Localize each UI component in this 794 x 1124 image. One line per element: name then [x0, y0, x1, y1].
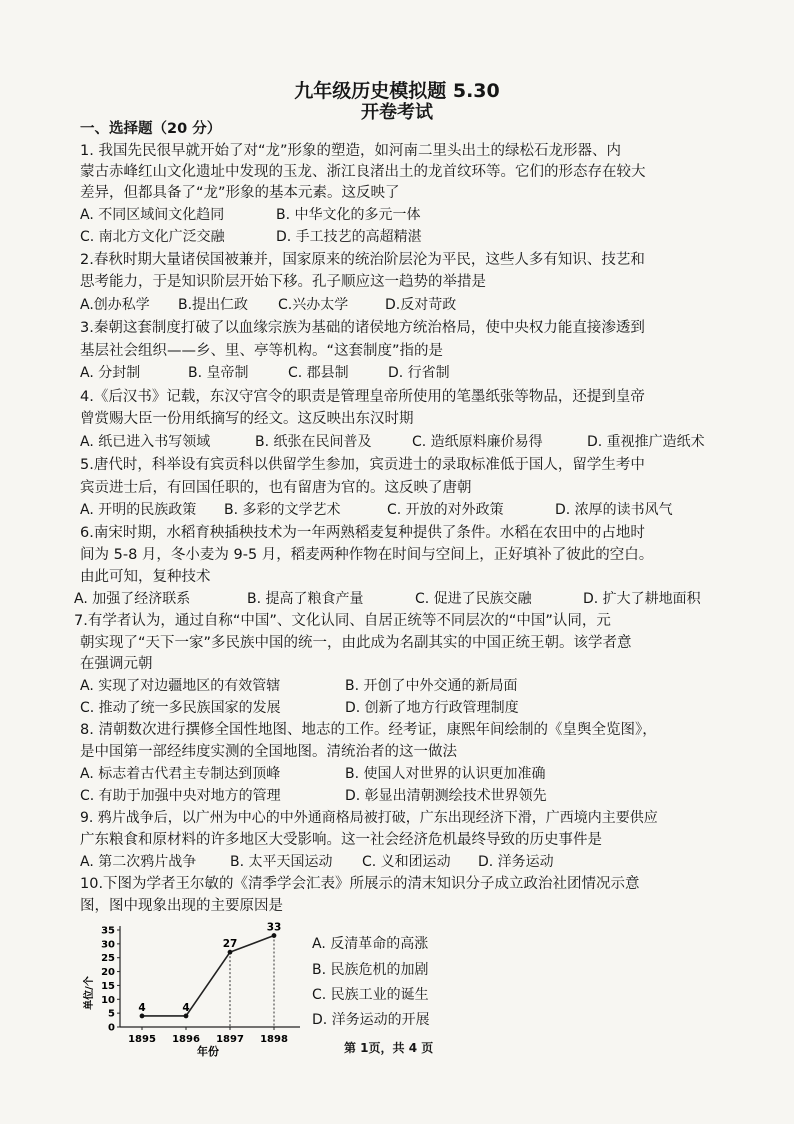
section-title: 一、选择题（20 分） — [80, 121, 222, 137]
page-number: 第 1页，共 4 页 — [344, 1041, 434, 1055]
chart-point — [140, 1014, 145, 1019]
q3-option-a: A. 分封制 — [80, 365, 141, 381]
chart-point — [184, 1014, 189, 1019]
chart-ytick-label: 20 — [101, 967, 115, 979]
q10-stem-line-1: 10.下图为学者王尔敏的《清季学会汇表》所展示的清末知识分子成立政治社团情况示意 — [80, 876, 640, 892]
q2-option-a: A.创办私学 — [80, 297, 150, 313]
chart-ylabel: 单位/个 — [84, 976, 95, 1010]
q7-option-a: A. 实现了对边疆地区的有效管辖 — [80, 678, 281, 694]
q1-stem-line-1: 1. 我国先民很早就开始了对“龙”形象的塑造，如河南二里头出土的绿松石龙形器、内 — [80, 143, 621, 159]
q4-option-a: A. 纸已进入书写领域 — [80, 434, 211, 450]
chart-xtick-label: 1897 — [216, 1034, 244, 1045]
chart-ytick-label: 5 — [108, 1008, 115, 1020]
q6-option-d: D. 扩大了耕地面积 — [583, 591, 701, 607]
q5-option-b: B. 多彩的文学艺术 — [224, 502, 341, 518]
q6-stem-line-3: 由此可知，复种技术 — [80, 569, 211, 585]
q8-stem-line-2: 是中国第一部经纬度实测的全国地图。清统治者的这一做法 — [80, 744, 457, 760]
chart-ytick-label: 25 — [101, 953, 115, 965]
q4-option-d: D. 重视推广造纸术 — [587, 434, 705, 450]
q2-option-d: D.反对苛政 — [385, 297, 457, 313]
q3-option-b: B. 皇帝制 — [188, 365, 249, 381]
chart-point — [228, 950, 233, 955]
q7-option-d: D. 创新了地方行政管理制度 — [345, 700, 519, 716]
q2-option-b: B.提出仁政 — [178, 297, 249, 313]
chart-data-label: 4 — [182, 1001, 190, 1014]
chart-ytick-label: 15 — [101, 980, 115, 992]
q9-option-b: B. 太平天国运动 — [230, 854, 333, 870]
q6-option-c: C. 促进了民族交融 — [415, 591, 532, 607]
q5-option-d: D. 浓厚的读书风气 — [555, 502, 673, 518]
chart-data-label: 33 — [266, 921, 282, 934]
q10-option-d: D. 洋务运动的开展 — [312, 1012, 430, 1028]
q1-option-d: D. 手工技艺的高超精湛 — [276, 229, 422, 245]
q8-option-b: B. 使国人对世界的认识更加准确 — [345, 766, 546, 782]
chart-ytick-label: 30 — [101, 939, 115, 951]
q4-option-c: C. 造纸原料廉价易得 — [412, 434, 543, 450]
q7-option-c: C. 推动了统一多民族国家的发展 — [80, 700, 281, 716]
q3-option-c: C. 郡县制 — [288, 365, 349, 381]
q7-stem-line-1: 7.有学者认为，通过自称“中国”、文化认同、自居正统等不同层次的“中国”认同，元 — [74, 613, 611, 629]
q1-option-a: A. 不同区域间文化趋同 — [80, 207, 225, 223]
q2-stem-line-1: 2.春秋时期大量诸侯国被兼并，国家原来的统治阶层沦为平民，这些人多有知识、技艺和 — [80, 252, 645, 268]
chart-ytick-label: 35 — [101, 925, 115, 937]
q3-option-d: D. 行省制 — [388, 365, 450, 381]
page-subtitle: 开卷考试 — [361, 102, 433, 123]
chart-xlabel: 年份 — [197, 1045, 219, 1058]
q1-stem-line-2: 蒙古赤峰红山文化遗址中发现的玉龙、浙江良渚出土的龙首纹环等。它们的形态存在较大 — [80, 164, 646, 180]
q10-stem-line-2: 图，图中现象出现的主要原因是 — [80, 898, 283, 914]
page-title: 九年级历史模拟题 5.30 — [294, 80, 500, 102]
q4-stem-line-2: 曾赏赐大臣一份用纸摘写的经文。这反映出东汉时期 — [80, 411, 414, 427]
q9-option-a: A. 第二次鸦片战争 — [80, 854, 197, 870]
q2-option-c: C.兴办太学 — [278, 297, 349, 313]
q8-option-c: C. 有助于加强中央对地方的管理 — [80, 788, 281, 804]
chart-ytick-label: 10 — [101, 994, 115, 1006]
q1-option-b: B. 中华文化的多元一体 — [276, 207, 421, 223]
q5-stem-line-2: 宾贡进士后，有回国任职的，也有留唐为官的。这反映了唐朝 — [80, 480, 472, 496]
chart-xtick-label: 1898 — [260, 1034, 288, 1045]
q7-stem-line-3: 在强调元朝 — [80, 656, 153, 672]
chart-xtick-label: 1895 — [128, 1034, 156, 1045]
q6-option-a: A. 加强了经济联系 — [74, 591, 191, 607]
q3-stem-line-1: 3.秦朝这套制度打破了以血缘宗族为基础的诸侯地方统治格局，使中央权力能直接渗透到 — [80, 320, 645, 336]
q8-option-a: A. 标志着古代君主专制达到顶峰 — [80, 766, 281, 782]
q5-option-c: C. 开放的对外政策 — [387, 502, 504, 518]
q5-stem-line-1: 5.唐代时，科举设有宾贡科以供留学生参加，宾贡进士的录取标准低于国人，留学生考中 — [80, 457, 645, 473]
q8-stem-line-1: 8. 清朝数次进行撰修全国性地图、地志的工作。经考证，康熙年间绘制的《皇舆全览图》， — [80, 722, 657, 738]
chart-point — [272, 933, 277, 938]
society-count-chart — [76, 915, 310, 1065]
q8-option-d: D. 彰显出清朝测绘技术世界领先 — [345, 788, 547, 804]
chart-ytick-label: 0 — [108, 1022, 115, 1034]
q1-stem-line-3: 差异，但都具备了“龙”形象的基本元素。这反映了 — [80, 185, 400, 201]
q6-stem-line-2: 间为 5-8 月，冬小麦为 9-5 月，稻麦两种作物在时间与空间上，正好填补了彼此的空白。 — [80, 547, 654, 563]
q7-stem-line-2: 朝实现了“天下一家”多民族中国的统一，由此成为名副其实的中国正统王朝。该学者意 — [80, 635, 632, 651]
q9-stem-line-2: 广东粮食和原材料的许多地区大受影响。这一社会经济危机最终导致的历史事件是 — [80, 832, 602, 848]
q4-option-b: B. 纸张在民间普及 — [255, 434, 372, 450]
q1-option-c: C. 南北方文化广泛交融 — [80, 229, 225, 245]
q5-option-a: A. 开明的民族政策 — [80, 502, 197, 518]
q9-option-c: C. 义和团运动 — [362, 854, 451, 870]
q6-option-b: B. 提高了粮食产量 — [247, 591, 364, 607]
q6-stem-line-1: 6.南宋时期，水稻育秧插秧技术为一年两熟稻麦复种提供了条件。水稻在农田中的占地时 — [80, 525, 645, 541]
chart-data-label: 27 — [222, 938, 238, 951]
q7-option-b: B. 开创了中外交通的新局面 — [345, 678, 518, 694]
chart-series-line — [142, 936, 274, 1016]
q10-option-b: B. 民族危机的加剧 — [312, 962, 429, 978]
q2-stem-line-2: 思考能力，于是知识阶层开始下移。孔子顺应这一趋势的举措是 — [80, 274, 486, 290]
chart-xtick-label: 1896 — [172, 1034, 200, 1045]
q9-stem-line-1: 9. 鸦片战争后，以广州为中心的中外通商格局被打破，广东出现经济下滑，广西境内主要供应 — [80, 810, 658, 826]
q9-option-d: D. 洋务运动 — [478, 854, 554, 870]
q3-stem-line-2: 基层社会组织——乡、里、亭等机构。“这套制度”指的是 — [80, 343, 444, 359]
q10-option-a: A. 反清革命的高涨 — [312, 936, 429, 952]
q10-option-c: C. 民族工业的诞生 — [312, 987, 429, 1003]
q4-stem-line-1: 4.《后汉书》记载，东汉守宫令的职责是管理皇帝所使用的笔墨纸张等物品，还提到皇帝 — [80, 389, 645, 405]
chart-data-label: 4 — [138, 1001, 146, 1014]
